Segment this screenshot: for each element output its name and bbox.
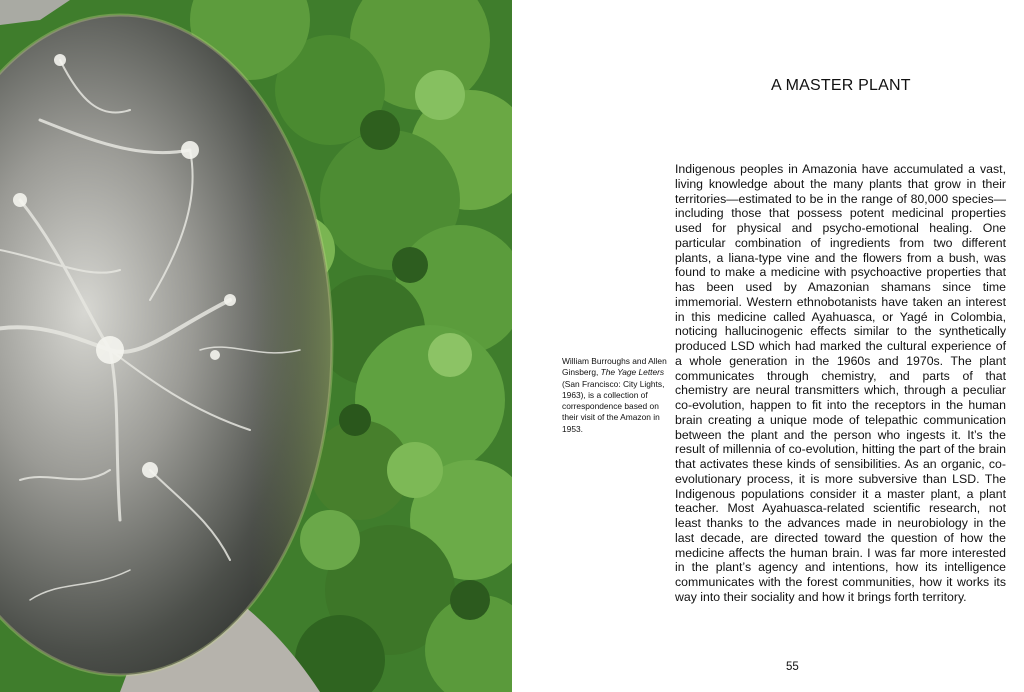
sidenote-text-after: (San Francisco: City Lights, 1963), is a collection of correspondence based on their visit of the Amazon in 1953.: [562, 378, 665, 434]
page-number: 55: [786, 661, 799, 673]
sidenote-reference: [562, 356, 670, 435]
chapter-heading: A MASTER PLANT: [771, 77, 911, 94]
right-page: [512, 0, 1024, 692]
body-paragraph: Indigenous peoples in Amazonia have accumulated a vast, living knowledge about the many plants that grow in their territories—estimated to be in the range of 80,000 species—including those that possess potent medicinal properties used for physical and psycho-emotional healing. One particular combination of ingredients from two different plants, a liana-type vine and the flowers from a bush, was found to make a medicine with psychoactive properties that has been used by Amazonian shamans since time immemorial. Western ethnobotanists have taken an interest in this medicine called Ayahuasca, or Yagé in Colombia, noticing hallucinogenic effects similar to the synthetically produced LSD which had marked the cultural experience of a whole generation in the 1960s and 1970s. The plant communicates through chemistry, and parts of that chemistry are neural transmitters which, through a peculiar co-evolution, happen to fit into the receptors in the human brain creating a unique mode of telepathic communication between the plant and the person who ingests it. It’s the result of millennia of co-evolution, hitting the part of the brain that activates these kinds of sensibilities. As an organic, co-evolutionary process, it is more subversive than LSD. The Indigenous populations consider it a master plant, a plant teacher. Most Ayahuasca-related scientific research, not least thanks to the advances made in neurobiology in the last decade, are directed toward the question of how the medicine affects the human brain. I was far more interested in the plant’s agency and intentions, how its intelligence communicates with the forest communities, how it works its way into their sociality and how it brings forth territory.: [675, 162, 1006, 604]
sidenote-text-before: William Burroughs and Allen Ginsberg,: [562, 356, 667, 378]
sidenote-book-title: The Yage Letters: [600, 367, 665, 378]
